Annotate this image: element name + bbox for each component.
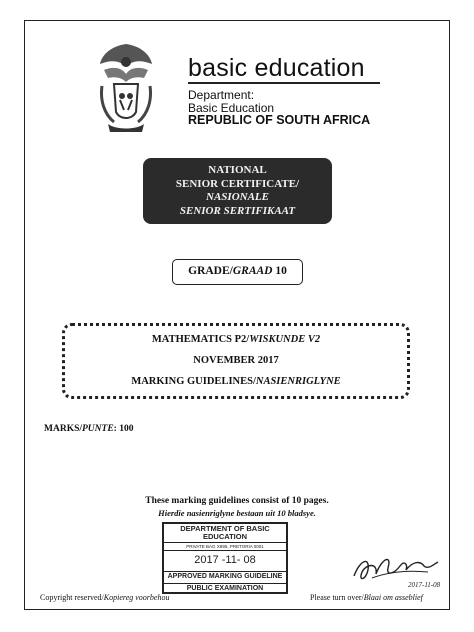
footer-copyright: Copyright reserved/Kopiereg voorbehou	[40, 593, 170, 602]
grade-number: 10	[275, 265, 287, 277]
guidelines-line: MARKING GUIDELINES/NASIENRIGLYNE	[131, 376, 341, 387]
pages-note-af: Hierdie nasienriglyne bestaan uit 10 bladsye.	[158, 508, 316, 518]
pages-note-en: These marking guidelines consist of 10 pages.	[145, 496, 329, 506]
subject-line: MATHEMATICS P2/WISKUNDE V2	[151, 334, 321, 345]
footer-turn-over: Please turn over/Blaai om asseblief	[310, 593, 423, 602]
department-line: Department:	[188, 88, 255, 102]
marks-line: MARKS/PUNTE: 100	[44, 424, 134, 434]
stamp-approved: APPROVED MARKING GUIDELINE	[164, 571, 286, 580]
certificate-line: SENIOR CERTIFICATE/	[175, 177, 300, 190]
certificate-line: SENIOR SERTIFIKAAT	[179, 204, 296, 217]
department-line: Basic Education	[188, 101, 275, 115]
marks-value: 100	[119, 424, 134, 434]
certificate-line: NATIONAL	[208, 164, 267, 176]
brand-rule	[188, 82, 380, 84]
coat-of-arms-icon	[94, 40, 158, 134]
brand-title: basic education	[188, 54, 365, 82]
stamp-date: 2017 -11- 08	[194, 554, 256, 566]
certificate-line: NASIONALE	[206, 191, 269, 203]
signature-icon	[348, 546, 444, 590]
certificate-banner	[143, 158, 332, 224]
grade-label: GRADE/	[188, 265, 233, 277]
stamp-exam: PUBLIC EXAMINATION	[164, 583, 286, 592]
grade-label-af: GRAAD	[232, 265, 273, 277]
country-line: REPUBLIC OF SOUTH AFRICA	[188, 113, 371, 127]
paper-details-box	[62, 323, 410, 399]
stamp-address: PRIVATE BAG X895, PRETORIA 0001	[164, 542, 286, 551]
approval-stamp	[162, 522, 288, 594]
exam-date: NOVEMBER 2017	[193, 355, 279, 366]
stamp-department: DEPARTMENT OF BASIC EDUCATION	[180, 524, 270, 541]
signature-date: 2017-11-08	[408, 581, 441, 589]
grade-box	[172, 259, 303, 285]
